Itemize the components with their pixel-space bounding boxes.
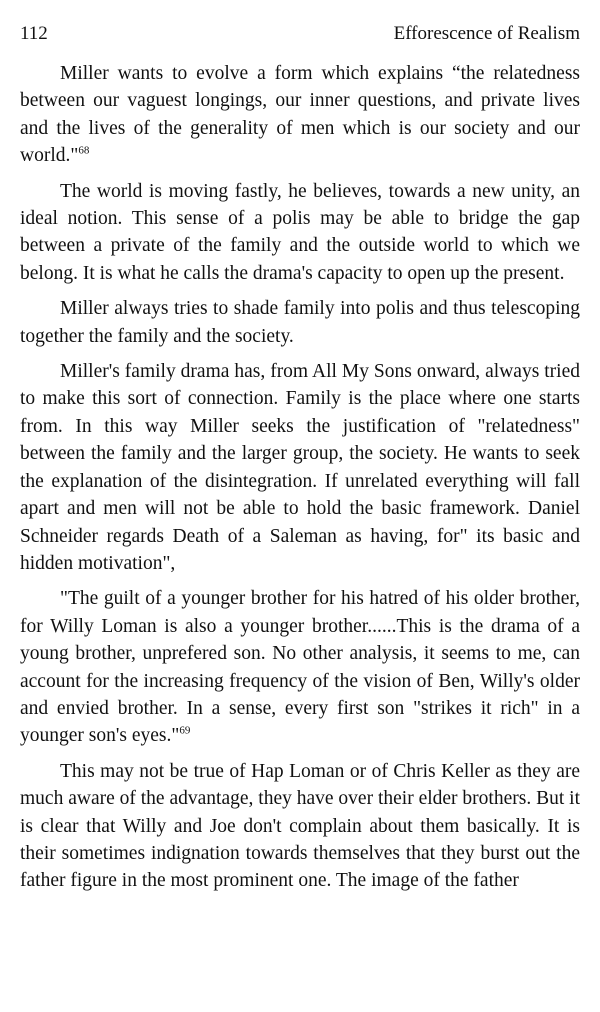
paragraph-text: The world is moving fastly, he believes, towards a new unity, an ideal notion. This sense of a polis may be able to bridge the gap between a private of the family and the outside world to which we belong. It is what he calls the drama's capacity to open up the present.: [20, 180, 580, 284]
block-quote: [20, 585, 580, 749]
quote-text: "The guilt of a younger brother for his hatred of his older brother, for Willy Loman is also a younger brother......This is the drama of a young brother, unprefered son. No other analysis, it seems to me, can account for the increasing frequency of the vision of Ben, Willy's older and envied brother. In a sense, every first son "strikes it rich" in a younger son's eyes.": [20, 588, 580, 747]
body-text: [20, 60, 580, 895]
paragraph-text: Miller's family drama has, from All My Sons onward, always tried to make this sort of connection. Family is the place where one starts from. In this way Miller seeks the justification of "relatedness" between the family and the larger group, the society. He wants to seek the explanation of the disintegration. If unrelated everything will fall apart and men will not be able to hold the basic framework. Daniel Schneider regards Death of a Saleman as having, for" its basic and hidden motivation",: [20, 361, 580, 574]
footnote-ref: 68: [78, 144, 90, 157]
paragraph-text: Miller always tries to shade family into polis and thus telescoping together the family and the society.: [20, 298, 580, 347]
footnote-ref: 69: [179, 724, 191, 737]
paragraph-text: This may not be true of Hap Loman or of Chris Keller as they are much aware of the advantage, they have over their elder brothers. But it is clear that Willy and Joe don't complain about them basically. It is their sometimes indignation towards themselves that they burst out the father figure in the most prominent one. The image of the father: [20, 760, 580, 892]
paragraph: [20, 358, 580, 577]
paragraph: [20, 60, 580, 170]
paragraph: [20, 178, 580, 288]
paragraph: [20, 295, 580, 350]
paragraph: [20, 758, 580, 895]
running-header: [20, 22, 580, 46]
running-title: Efforescence of Realism: [393, 23, 580, 44]
page-number: 112: [20, 23, 48, 44]
paragraph-text: Miller wants to evolve a form which explains “the relatedness between our vaguest longings, our inner questions, and private lives and the lives of the generality of men which is our society and our world.": [20, 63, 580, 167]
